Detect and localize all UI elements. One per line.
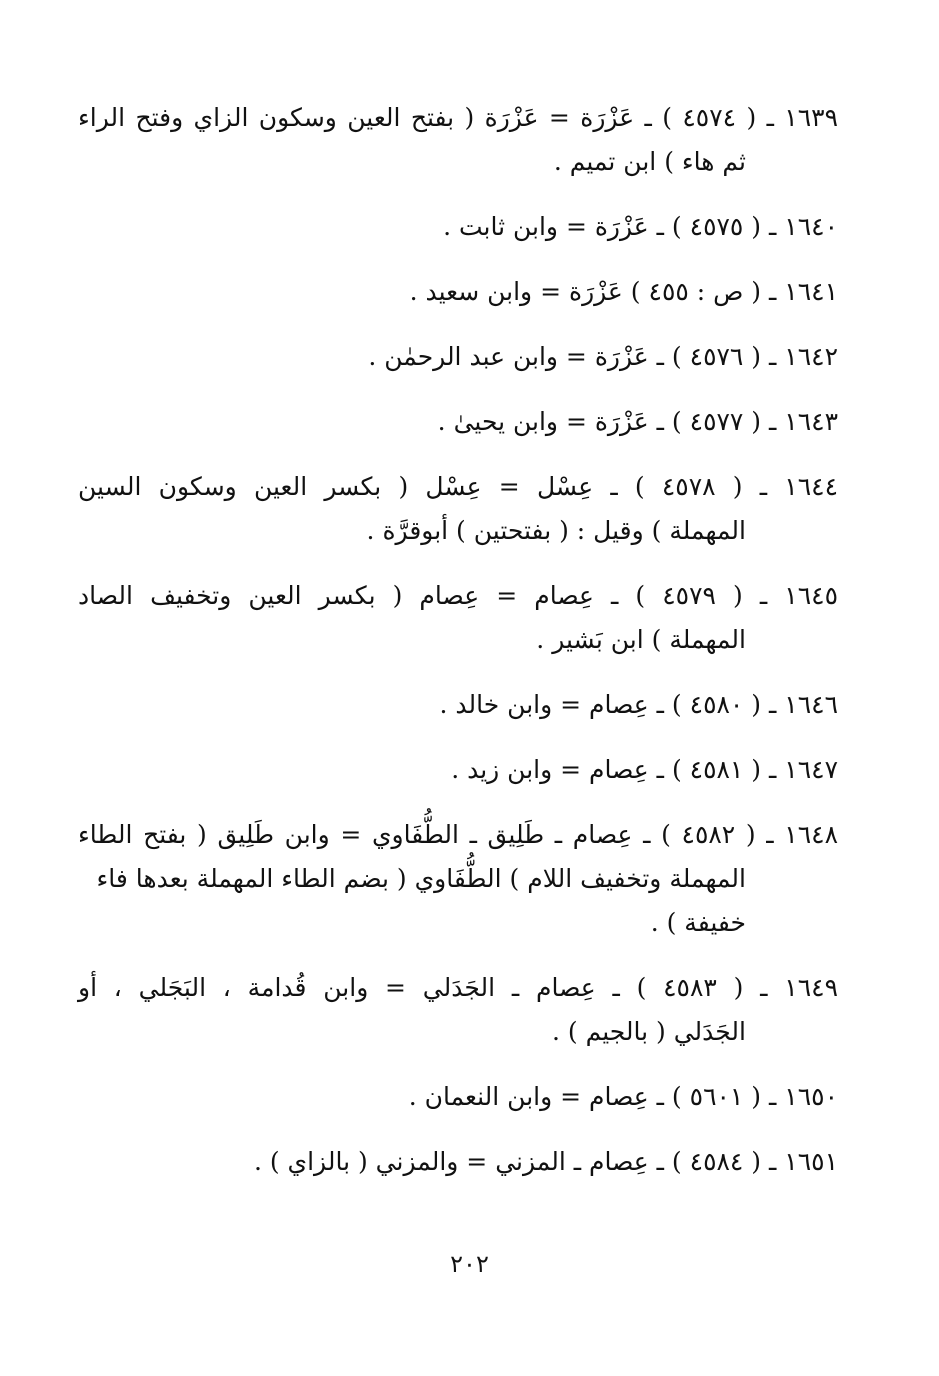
entry-line: المهملة ) وقيل : ( بفتحتين ) أبوقرَّة . xyxy=(366,516,746,545)
entry-1644 xyxy=(78,465,838,553)
entry-line: ١٦٤١ ـ ( ص : ٤٥٥ ) عَزْرَة = وابن سعيد . xyxy=(409,277,838,306)
entry-1643 xyxy=(78,400,838,444)
entry-line: ١٦٥٠ ـ ( ٥٦٠١ ) ـ عِصام = وابن النعمان . xyxy=(408,1082,838,1111)
entry-1651 xyxy=(78,1140,838,1184)
entry-line: ثم هاء ) ابن تميم . xyxy=(553,147,746,176)
entry-1646 xyxy=(78,683,838,727)
entry-line: ١٦٤٥ ـ ( ٤٥٧٩ ) ـ عِصام = عِصام ( بكسر العين وتخفيف الصاد xyxy=(78,581,839,610)
entry-line: ١٦٤٩ ـ ( ٤٥٨٣ ) ـ عِصام ـ الجَدَلي = وابن قُدامة ، البَجَلي ، أو xyxy=(78,973,838,1002)
entry-1648 xyxy=(78,813,838,945)
entry-line: ١٦٤٢ ـ ( ٤٥٧٦ ) ـ عَزْرَة = وابن عبد الرحمٰن . xyxy=(368,342,838,371)
entry-line: ١٦٥١ ـ ( ٤٥٨٤ ) ـ عِصام ـ المزني = والمزني ( بالزاي ) . xyxy=(253,1147,838,1176)
entry-1645 xyxy=(78,574,838,662)
entry-1640 xyxy=(78,205,838,249)
entry-1650 xyxy=(78,1075,838,1119)
entry-line: ١٦٤٠ ـ ( ٤٥٧٥ ) ـ عَزْرَة = وابن ثابت . xyxy=(443,212,838,241)
entry-line: ١٦٤٧ ـ ( ٤٥٨١ ) ـ عِصام = وابن زيد . xyxy=(451,755,838,784)
entry-line: ١٦٤٦ ـ ( ٤٥٨٠ ) ـ عِصام = وابن خالد . xyxy=(439,690,838,719)
entry-1639 xyxy=(78,96,838,184)
entry-line: الجَدَلي ( بالجيم ) . xyxy=(551,1017,746,1046)
page-number: ٢٠٢ xyxy=(450,1250,489,1278)
entry-line: ١٦٣٩ ـ ( ٤٥٧٤ ) ـ عَزْرَة = عَزْرَة ( بفتح العين وسكون الزاي وفتح الراء xyxy=(78,103,839,132)
entry-1642 xyxy=(78,335,838,379)
entry-line: ١٦٤٣ ـ ( ٤٥٧٧ ) ـ عَزْرَة = وابن يحيىٰ . xyxy=(437,407,838,436)
entry-1641 xyxy=(78,270,838,314)
entry-line: ١٦٤٨ ـ ( ٤٥٨٢ ) ـ عِصام ـ طَلِيق ـ الطُّفَاوي = وابن طَلِيق ( بفتح الطاء xyxy=(78,820,839,849)
entry-1647 xyxy=(78,748,838,792)
entry-list xyxy=(78,96,838,1184)
entry-line: المهملة ) ابن بَشير . xyxy=(536,625,746,654)
entry-line: المهملة وتخفيف اللام ) الطُّفَاوي ( بضم الطاء المهملة بعدها فاء xyxy=(96,864,746,893)
entry-line: خفيفة ) . xyxy=(650,908,746,937)
entry-line: ١٦٤٤ ـ ( ٤٥٧٨ ) ـ عِسْل = عِسْل ( بكسر العين وسكون السين xyxy=(78,472,839,501)
entry-1649 xyxy=(78,966,838,1054)
